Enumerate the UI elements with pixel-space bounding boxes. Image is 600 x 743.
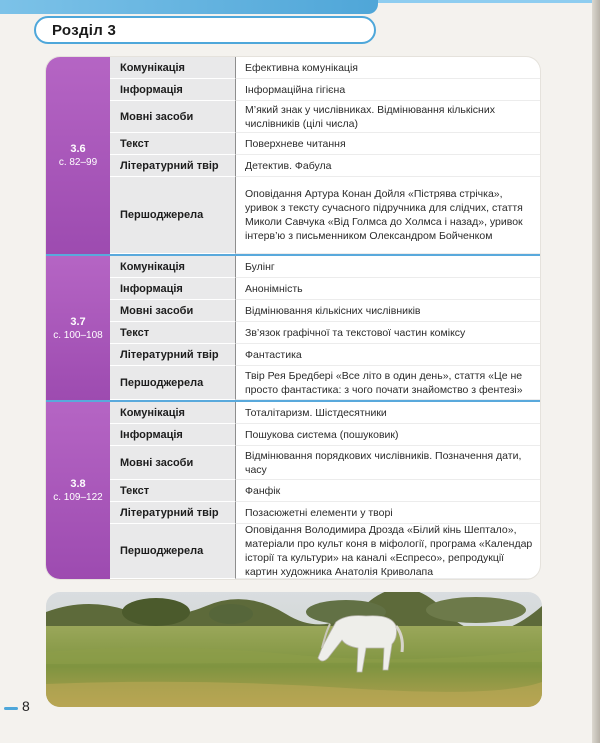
table-row (110, 256, 540, 278)
row-value: Булінг (235, 256, 540, 278)
row-label: Літературний твір (110, 344, 235, 366)
table-row (110, 524, 540, 579)
row-value: Пошукова система (пошуковик) (235, 424, 540, 446)
row-label: Інформація (110, 79, 235, 101)
table-row (110, 79, 540, 101)
table-row (110, 177, 540, 254)
section-number-cell (46, 402, 110, 579)
row-label: Мовні засоби (110, 300, 235, 322)
table-row (110, 155, 540, 177)
row-value: Оповідання Володимира Дрозда «Білий кінь Шептало», матеріали про культ коня в міфології, програма «Календар історії та культури» на каналі «Еспресо», репродукції картин художника Анатолія Криволапа (235, 524, 540, 579)
row-value: Інформаційна гігієна (235, 79, 540, 101)
row-value: Відмінювання кількісних числівників (235, 300, 540, 322)
section-number: 3.7 (70, 315, 86, 328)
table-row (110, 480, 540, 502)
section-pages: с. 82–99 (58, 157, 98, 168)
row-label: Мовні засоби (110, 101, 235, 133)
table-row (110, 344, 540, 366)
row-label: Літературний твір (110, 155, 235, 177)
page-number-accent (4, 707, 18, 710)
row-label: Комунікація (110, 57, 235, 79)
section-block-3-8 (46, 402, 540, 579)
page-number: 8 (22, 698, 30, 714)
row-label: Текст (110, 322, 235, 344)
section-block-3-7 (46, 256, 540, 400)
page-edge-shadow (592, 0, 600, 743)
section-block-3-6 (46, 57, 540, 254)
row-value: Детектив. Фабула (235, 155, 540, 177)
table-row (110, 57, 540, 79)
table-row (110, 446, 540, 480)
section-pages: с. 100–108 (53, 329, 103, 341)
row-label: Літературний твір (110, 502, 235, 524)
row-label: Мовні засоби (110, 446, 235, 480)
section-number: 3.6 (70, 143, 86, 155)
section-title: Розділ 3 (52, 22, 117, 39)
table-row (110, 322, 540, 344)
section-header (34, 16, 376, 44)
row-value: Тоталітаризм. Шістдесятники (235, 402, 540, 424)
row-label: Першоджерела (110, 366, 235, 400)
table-row (110, 101, 540, 133)
row-value: Фанфік (235, 480, 540, 502)
section-pages: с. 109–122 (53, 492, 103, 503)
section-number: 3.8 (70, 478, 86, 490)
row-value: М’який знак у числівниках. Відмінювання кількісних числівників (цілі числа) (235, 101, 540, 133)
row-value: Фантастика (235, 344, 540, 366)
section-number-cell (46, 57, 110, 254)
row-value: Поверхневе читання (235, 133, 540, 155)
row-label: Інформація (110, 424, 235, 446)
row-label: Першоджерела (110, 524, 235, 579)
row-label: Першоджерела (110, 177, 235, 254)
row-label: Інформація (110, 278, 235, 300)
table-row (110, 402, 540, 424)
row-value: Ефективна комунікація (235, 57, 540, 79)
row-value: Анонімність (235, 278, 540, 300)
table-row (110, 502, 540, 524)
row-value: Оповідання Артура Конан Дойля «Пістрява стрічка», уривок з тексту сучасного підручника для слідчих, стаття Миколи Савчука «Від Голмса до Холмса і назад», уривок інтерв’ю з письменником Олександром Бойченком (235, 177, 540, 254)
row-value: Твір Рея Бредбері «Все літо в один день», стаття «Це не просто фантастика: з чого почати знайомство з фентезі» (235, 366, 540, 400)
row-value: Відмінювання порядкових числівників. Позначення дати, часу (235, 446, 540, 480)
row-label: Текст (110, 480, 235, 502)
white-horse-photo (46, 592, 542, 707)
top-accent-band (0, 0, 378, 14)
table-row (110, 300, 540, 322)
row-label: Текст (110, 133, 235, 155)
table-row (110, 366, 540, 400)
topics-table (46, 57, 540, 579)
section-number-cell (46, 256, 110, 400)
row-value: Зв’язок графічної та текстової частин коміксу (235, 322, 540, 344)
row-label: Комунікація (110, 256, 235, 278)
row-value: Позасюжетні елементи у творі (235, 502, 540, 524)
table-row (110, 278, 540, 300)
table-row (110, 424, 540, 446)
table-row (110, 133, 540, 155)
row-label: Комунікація (110, 402, 235, 424)
